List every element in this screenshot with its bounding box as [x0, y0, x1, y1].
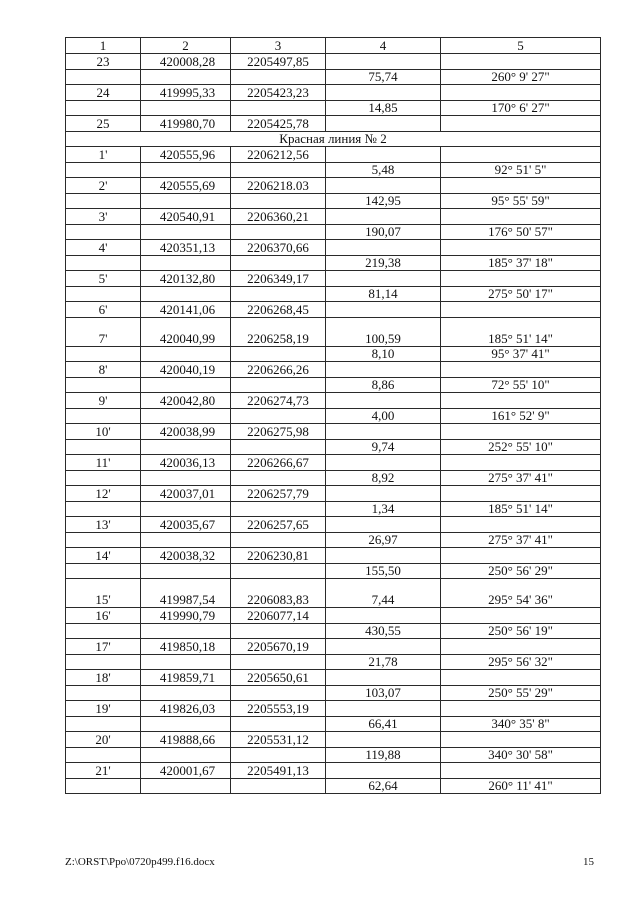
y-coordinate-cell — [231, 408, 326, 424]
y-coordinate-cell: 2206266,67 — [231, 455, 326, 471]
bearing-cell: 72° 55' 10" — [441, 377, 601, 393]
y-coordinate-cell — [231, 69, 326, 85]
x-coordinate-cell: 420036,13 — [141, 455, 231, 471]
bearing-cell — [441, 763, 601, 779]
point-number-cell — [66, 408, 141, 424]
segment-length-cell: 4,00 — [326, 408, 441, 424]
table-row — [66, 116, 601, 132]
x-coordinate-cell: 419850,18 — [141, 639, 231, 655]
segment-length-cell — [326, 362, 441, 378]
table-row — [66, 455, 601, 471]
table-row — [66, 362, 601, 378]
bearing-cell — [441, 486, 601, 502]
bearing-cell: 260° 9' 27" — [441, 69, 601, 85]
point-number-cell: 9' — [66, 393, 141, 409]
bearing-cell: 92° 51' 5" — [441, 162, 601, 178]
table-row — [66, 393, 601, 409]
x-coordinate-cell: 420040,19 — [141, 362, 231, 378]
table-row — [66, 701, 601, 717]
bearing-cell: 170° 6' 27" — [441, 100, 601, 116]
bearing-cell: 95° 55' 59" — [441, 193, 601, 209]
table-row — [66, 178, 601, 194]
bearing-cell — [441, 178, 601, 194]
segment-length-cell — [326, 178, 441, 194]
point-number-cell: 1' — [66, 147, 141, 163]
y-coordinate-cell — [231, 346, 326, 362]
segment-length-cell — [326, 670, 441, 686]
table-row — [66, 255, 601, 271]
y-coordinate-cell — [231, 532, 326, 548]
table-header-row — [66, 38, 601, 54]
bearing-cell — [441, 608, 601, 624]
table-row — [66, 424, 601, 440]
x-coordinate-cell: 419990,79 — [141, 608, 231, 624]
bearing-cell: 275° 37' 41" — [441, 470, 601, 486]
point-number-cell — [66, 69, 141, 85]
bearing-cell: 176° 50' 57" — [441, 224, 601, 240]
table-row — [66, 271, 601, 287]
y-coordinate-cell: 2206275,98 — [231, 424, 326, 440]
bearing-cell — [441, 85, 601, 101]
x-coordinate-cell: 420555,69 — [141, 178, 231, 194]
segment-length-cell: 142,95 — [326, 193, 441, 209]
point-number-cell — [66, 162, 141, 178]
segment-length-cell: 75,74 — [326, 69, 441, 85]
y-coordinate-cell: 2206212,56 — [231, 147, 326, 163]
y-coordinate-cell: 2205425,78 — [231, 116, 326, 132]
table-row — [66, 209, 601, 225]
segment-length-cell: 219,38 — [326, 255, 441, 271]
point-number-cell: 2' — [66, 178, 141, 194]
y-coordinate-cell — [231, 563, 326, 579]
table-row — [66, 670, 601, 686]
segment-length-cell — [326, 517, 441, 533]
y-coordinate-cell: 2206257,65 — [231, 517, 326, 533]
segment-length-cell — [326, 548, 441, 564]
y-coordinate-cell — [231, 654, 326, 670]
segment-length-cell: 26,97 — [326, 532, 441, 548]
table-row — [66, 224, 601, 240]
point-number-cell — [66, 193, 141, 209]
segment-length-cell — [326, 424, 441, 440]
table-row — [66, 317, 601, 346]
y-coordinate-cell — [231, 286, 326, 302]
bearing-cell — [441, 362, 601, 378]
table-row — [66, 377, 601, 393]
y-coordinate-cell: 2205553,19 — [231, 701, 326, 717]
header-col-1: 1 — [66, 38, 141, 54]
x-coordinate-cell — [141, 408, 231, 424]
coordinates-table — [65, 37, 601, 794]
bearing-cell — [441, 393, 601, 409]
y-coordinate-cell — [231, 255, 326, 271]
x-coordinate-cell: 420038,32 — [141, 548, 231, 564]
y-coordinate-cell: 2206257,79 — [231, 486, 326, 502]
point-number-cell: 4' — [66, 240, 141, 256]
x-coordinate-cell: 419888,66 — [141, 732, 231, 748]
y-coordinate-cell — [231, 439, 326, 455]
x-coordinate-cell: 420037,01 — [141, 486, 231, 502]
y-coordinate-cell — [231, 377, 326, 393]
y-coordinate-cell — [231, 685, 326, 701]
point-number-cell: 16' — [66, 608, 141, 624]
point-number-cell: 19' — [66, 701, 141, 717]
segment-length-cell: 430,55 — [326, 623, 441, 639]
bearing-cell — [441, 670, 601, 686]
bearing-cell — [441, 271, 601, 287]
bearing-cell: 161° 52' 9" — [441, 408, 601, 424]
table-body — [66, 38, 601, 794]
point-number-cell: 5' — [66, 271, 141, 287]
point-number-cell — [66, 778, 141, 794]
y-coordinate-cell: 2205650,61 — [231, 670, 326, 686]
bearing-cell: 250° 55' 29" — [441, 685, 601, 701]
segment-length-cell — [326, 608, 441, 624]
point-number-cell: 8' — [66, 362, 141, 378]
point-number-cell: 10' — [66, 424, 141, 440]
point-number-cell — [66, 224, 141, 240]
segment-length-cell — [326, 393, 441, 409]
point-number-cell: 15' — [66, 579, 141, 608]
x-coordinate-cell — [141, 346, 231, 362]
x-coordinate-cell — [141, 470, 231, 486]
bearing-cell — [441, 424, 601, 440]
table-row — [66, 732, 601, 748]
section-title: Красная линия № 2 — [66, 131, 601, 147]
header-col-3: 3 — [231, 38, 326, 54]
y-coordinate-cell: 2206360,21 — [231, 209, 326, 225]
x-coordinate-cell — [141, 286, 231, 302]
bearing-cell: 185° 51' 14" — [441, 317, 601, 346]
point-number-cell — [66, 623, 141, 639]
segment-length-cell — [326, 455, 441, 471]
segment-length-cell — [326, 302, 441, 318]
bearing-cell: 185° 37' 18" — [441, 255, 601, 271]
point-number-cell — [66, 685, 141, 701]
y-coordinate-cell: 2206083,83 — [231, 579, 326, 608]
x-coordinate-cell — [141, 377, 231, 393]
point-number-cell — [66, 286, 141, 302]
point-number-cell: 3' — [66, 209, 141, 225]
x-coordinate-cell — [141, 439, 231, 455]
y-coordinate-cell: 2206077,14 — [231, 608, 326, 624]
point-number-cell: 14' — [66, 548, 141, 564]
table-row — [66, 763, 601, 779]
x-coordinate-cell — [141, 501, 231, 517]
table-row — [66, 408, 601, 424]
point-number-cell — [66, 255, 141, 271]
bearing-cell: 260° 11' 41" — [441, 778, 601, 794]
x-coordinate-cell — [141, 623, 231, 639]
bearing-cell — [441, 54, 601, 70]
segment-length-cell: 21,78 — [326, 654, 441, 670]
point-number-cell — [66, 346, 141, 362]
point-number-cell — [66, 100, 141, 116]
segment-length-cell: 155,50 — [326, 563, 441, 579]
x-coordinate-cell: 419995,33 — [141, 85, 231, 101]
y-coordinate-cell: 2205491,13 — [231, 763, 326, 779]
y-coordinate-cell — [231, 747, 326, 763]
x-coordinate-cell: 420141,06 — [141, 302, 231, 318]
table-row — [66, 302, 601, 318]
segment-length-cell: 8,92 — [326, 470, 441, 486]
point-number-cell: 11' — [66, 455, 141, 471]
x-coordinate-cell — [141, 162, 231, 178]
point-number-cell: 6' — [66, 302, 141, 318]
bearing-cell: 275° 37' 41" — [441, 532, 601, 548]
y-coordinate-cell — [231, 162, 326, 178]
y-coordinate-cell: 2205531,12 — [231, 732, 326, 748]
bearing-cell: 95° 37' 41" — [441, 346, 601, 362]
table-row — [66, 778, 601, 794]
table-row — [66, 470, 601, 486]
y-coordinate-cell: 2206258,19 — [231, 317, 326, 346]
segment-length-cell: 8,10 — [326, 346, 441, 362]
table-row — [66, 623, 601, 639]
segment-length-cell — [326, 763, 441, 779]
y-coordinate-cell: 2206370,66 — [231, 240, 326, 256]
segment-length-cell: 100,59 — [326, 317, 441, 346]
point-number-cell — [66, 654, 141, 670]
y-coordinate-cell — [231, 716, 326, 732]
table-row — [66, 579, 601, 608]
point-number-cell: 21' — [66, 763, 141, 779]
y-coordinate-cell: 2206274,73 — [231, 393, 326, 409]
bearing-cell — [441, 240, 601, 256]
bearing-cell: 252° 55' 10" — [441, 439, 601, 455]
x-coordinate-cell — [141, 224, 231, 240]
x-coordinate-cell: 420555,96 — [141, 147, 231, 163]
table-row — [66, 517, 601, 533]
segment-length-cell: 1,34 — [326, 501, 441, 517]
x-coordinate-cell — [141, 716, 231, 732]
footer-file-path: Z:\ORST\Ppo\0720p499.f16.docx — [65, 856, 215, 868]
segment-length-cell: 103,07 — [326, 685, 441, 701]
bearing-cell: 295° 56' 32" — [441, 654, 601, 670]
bearing-cell — [441, 548, 601, 564]
segment-length-cell — [326, 701, 441, 717]
y-coordinate-cell — [231, 100, 326, 116]
y-coordinate-cell: 2206268,45 — [231, 302, 326, 318]
x-coordinate-cell — [141, 778, 231, 794]
segment-length-cell — [326, 116, 441, 132]
point-number-cell: 20' — [66, 732, 141, 748]
x-coordinate-cell: 420132,80 — [141, 271, 231, 287]
y-coordinate-cell: 2206218.03 — [231, 178, 326, 194]
x-coordinate-cell: 420042,80 — [141, 393, 231, 409]
point-number-cell: 18' — [66, 670, 141, 686]
segment-length-cell: 7,44 — [326, 579, 441, 608]
y-coordinate-cell: 2206349,17 — [231, 271, 326, 287]
table-row — [66, 193, 601, 209]
x-coordinate-cell: 419859,71 — [141, 670, 231, 686]
bearing-cell — [441, 639, 601, 655]
x-coordinate-cell: 419987,54 — [141, 579, 231, 608]
bearing-cell — [441, 701, 601, 717]
point-number-cell — [66, 532, 141, 548]
x-coordinate-cell: 420001,67 — [141, 763, 231, 779]
y-coordinate-cell — [231, 193, 326, 209]
point-number-cell — [66, 470, 141, 486]
header-col-4: 4 — [326, 38, 441, 54]
segment-length-cell — [326, 209, 441, 225]
bearing-cell — [441, 116, 601, 132]
y-coordinate-cell — [231, 470, 326, 486]
table-row — [66, 54, 601, 70]
x-coordinate-cell: 420038,99 — [141, 424, 231, 440]
x-coordinate-cell: 420351,13 — [141, 240, 231, 256]
segment-length-cell — [326, 732, 441, 748]
segment-length-cell: 14,85 — [326, 100, 441, 116]
point-number-cell — [66, 747, 141, 763]
point-number-cell: 12' — [66, 486, 141, 502]
footer-page-number: 15 — [583, 856, 594, 868]
table-row — [66, 548, 601, 564]
table-row — [66, 608, 601, 624]
y-coordinate-cell: 2205423,23 — [231, 85, 326, 101]
segment-length-cell: 190,07 — [326, 224, 441, 240]
table-row — [66, 639, 601, 655]
x-coordinate-cell: 419826,03 — [141, 701, 231, 717]
y-coordinate-cell — [231, 778, 326, 794]
y-coordinate-cell: 2205497,85 — [231, 54, 326, 70]
bearing-cell: 250° 56' 29" — [441, 563, 601, 579]
segment-length-cell: 8,86 — [326, 377, 441, 393]
x-coordinate-cell: 420040,99 — [141, 317, 231, 346]
point-number-cell — [66, 377, 141, 393]
x-coordinate-cell: 419980,70 — [141, 116, 231, 132]
x-coordinate-cell — [141, 685, 231, 701]
y-coordinate-cell — [231, 623, 326, 639]
segment-length-cell — [326, 639, 441, 655]
point-number-cell: 24 — [66, 85, 141, 101]
table-row — [66, 563, 601, 579]
point-number-cell: 7' — [66, 317, 141, 346]
x-coordinate-cell: 420008,28 — [141, 54, 231, 70]
table-row — [66, 486, 601, 502]
x-coordinate-cell: 420035,67 — [141, 517, 231, 533]
point-number-cell — [66, 501, 141, 517]
table-row — [66, 501, 601, 517]
y-coordinate-cell: 2206266,26 — [231, 362, 326, 378]
segment-length-cell — [326, 271, 441, 287]
point-number-cell — [66, 439, 141, 455]
bearing-cell: 275° 50' 17" — [441, 286, 601, 302]
y-coordinate-cell: 2205670,19 — [231, 639, 326, 655]
y-coordinate-cell: 2206230,81 — [231, 548, 326, 564]
segment-length-cell: 62,64 — [326, 778, 441, 794]
x-coordinate-cell — [141, 193, 231, 209]
segment-length-cell: 9,74 — [326, 439, 441, 455]
segment-length-cell: 119,88 — [326, 747, 441, 763]
segment-length-cell: 81,14 — [326, 286, 441, 302]
bearing-cell: 295° 54' 36" — [441, 579, 601, 608]
table-row — [66, 346, 601, 362]
x-coordinate-cell — [141, 654, 231, 670]
x-coordinate-cell: 420540,91 — [141, 209, 231, 225]
segment-length-cell — [326, 85, 441, 101]
table-row — [66, 716, 601, 732]
table-row — [66, 747, 601, 763]
y-coordinate-cell — [231, 501, 326, 517]
bearing-cell — [441, 455, 601, 471]
x-coordinate-cell — [141, 747, 231, 763]
bearing-cell — [441, 147, 601, 163]
section-row — [66, 131, 601, 147]
table-row — [66, 147, 601, 163]
table-row — [66, 654, 601, 670]
table-row — [66, 685, 601, 701]
y-coordinate-cell — [231, 224, 326, 240]
segment-length-cell — [326, 54, 441, 70]
bearing-cell: 185° 51' 14" — [441, 501, 601, 517]
table-row — [66, 240, 601, 256]
table-row — [66, 69, 601, 85]
point-number-cell — [66, 716, 141, 732]
bearing-cell: 340° 35' 8" — [441, 716, 601, 732]
bearing-cell — [441, 302, 601, 318]
x-coordinate-cell — [141, 532, 231, 548]
x-coordinate-cell — [141, 100, 231, 116]
segment-length-cell: 66,41 — [326, 716, 441, 732]
x-coordinate-cell — [141, 69, 231, 85]
point-number-cell: 17' — [66, 639, 141, 655]
header-col-2: 2 — [141, 38, 231, 54]
table-row — [66, 85, 601, 101]
bearing-cell — [441, 517, 601, 533]
bearing-cell — [441, 732, 601, 748]
table-row — [66, 162, 601, 178]
table-row — [66, 532, 601, 548]
header-col-5: 5 — [441, 38, 601, 54]
bearing-cell: 340° 30' 58" — [441, 747, 601, 763]
x-coordinate-cell — [141, 255, 231, 271]
table-row — [66, 100, 601, 116]
bearing-cell — [441, 209, 601, 225]
segment-length-cell — [326, 147, 441, 163]
segment-length-cell: 5,48 — [326, 162, 441, 178]
segment-length-cell — [326, 486, 441, 502]
point-number-cell — [66, 563, 141, 579]
bearing-cell: 250° 56' 19" — [441, 623, 601, 639]
table-row — [66, 439, 601, 455]
point-number-cell: 13' — [66, 517, 141, 533]
x-coordinate-cell — [141, 563, 231, 579]
point-number-cell: 23 — [66, 54, 141, 70]
segment-length-cell — [326, 240, 441, 256]
table-row — [66, 286, 601, 302]
point-number-cell: 25 — [66, 116, 141, 132]
